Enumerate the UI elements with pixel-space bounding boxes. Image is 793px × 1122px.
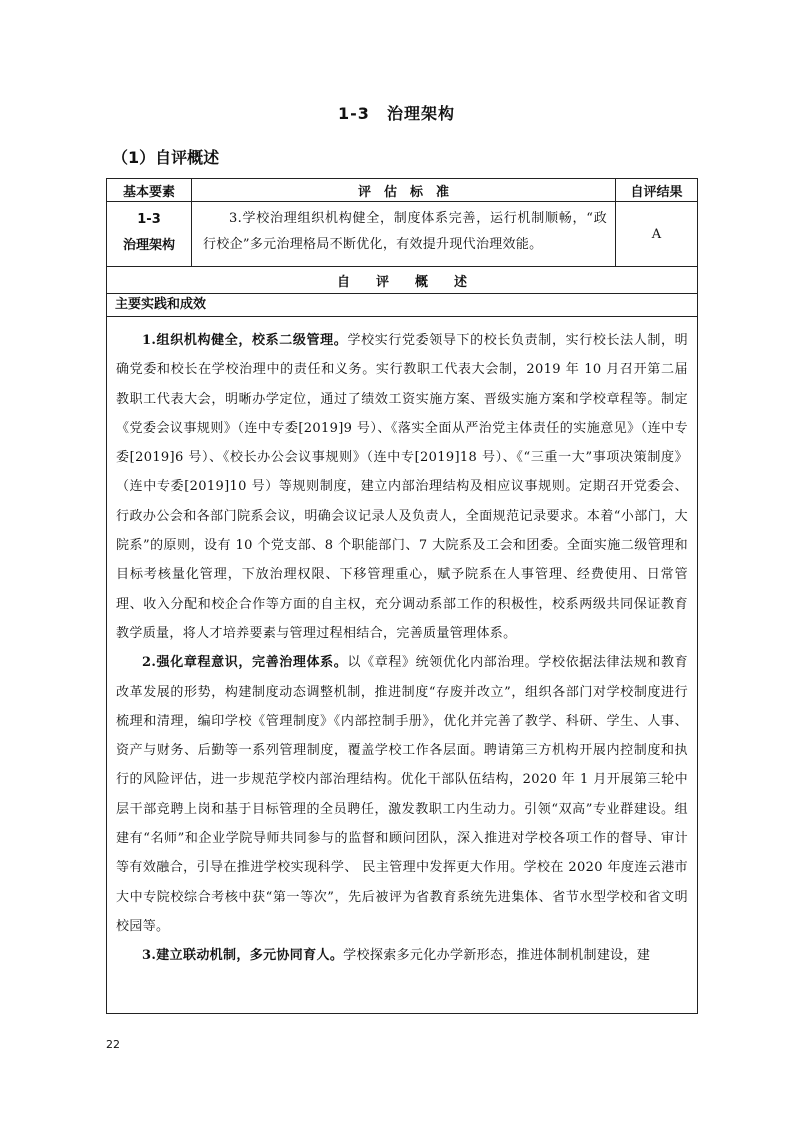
header-result: 自评结果 bbox=[630, 184, 683, 200]
section-heading: （1）自评概述 bbox=[112, 148, 220, 167]
paragraph-1 bbox=[116, 326, 688, 648]
element-cell bbox=[107, 203, 191, 265]
element-code: 1-3 bbox=[137, 212, 161, 227]
header-element: 基本要素 bbox=[122, 184, 175, 200]
paragraph-1-text: 学校实行党委领导下的校长负责制，实行校长法人制，明确党委和校长在学校治理中的责任和义务。实行教职工代表大会制，2019 年 10 月召开第二届教职工代表大会，明晰办学定位，通过了绩效工资实施方案、晋级实施方案和学校章程等。制定《党委会议事规则》（连中专委[2019]9 号）、《落实全面从严治党主体责任的实施意见》（连中专委[2019]6 号）、《校长办公会议事规则》（连中专[2019]18 号）、《“三重一大”事项决策制度》（连中专委[2019]10 号）等规则制度，建立内部治理结构及相应议事规则。定期召开党委会、行政办公会和各部门院系会议，明确会议记录人及负责人，全面规范记录要求。本着“小部门，大院系”的原则，设有 10 个党支部、8 个职能部门、7 大院系及工会和团委。全面实施二级管理和目标考核量化管理，下放治理权限、下移管理重心，赋予院系在人事管理、经费使用、日常管理、收入分配和校企合作等方面的自主权，充分调动系部工作的积极性，校系两级共同保证教育教学质量，将人才培养要素与管理过程相结合，完善质量管理体系。 bbox=[116, 333, 688, 641]
practice-heading: 主要实践和成效 bbox=[115, 297, 207, 312]
element-name: 治理架构 bbox=[122, 238, 175, 253]
paragraph-3 bbox=[116, 941, 688, 970]
header-standard: 评 估 标 准 bbox=[357, 184, 449, 200]
paragraph-3-lead: 3.建立联动机制，多元协同育人。 bbox=[142, 948, 344, 964]
practice-body bbox=[116, 326, 688, 971]
paragraph-2 bbox=[116, 648, 688, 941]
overview-title: 自 评 概 述 bbox=[336, 274, 467, 290]
paragraph-1-lead: 1.组织机构健全，校系二级管理。 bbox=[142, 333, 348, 348]
result-grade: A bbox=[651, 226, 662, 242]
standard-text: 3.学校治理组织机构健全，制度体系完善，运行机制顺畅，“政行校企”多元治理格局不断优化，有效提升现代治理效能。 bbox=[203, 211, 607, 252]
page-number: 22 bbox=[106, 1038, 120, 1051]
paragraph-2-text: 以《章程》统领优化内部治理。学校依据法律法规和教育改革发展的形势，构建制度动态调整机制，推进制度“存废并改立”，组织各部门对学校制度进行梳理和清理，编印学校《管理制度》《内部控制手册》，优化并完善了教学、科研、学生、人事、资产与财务、后勤等一系列管理制度，覆盖学校工作各层面。聘请第三方机构开展内控制度和执行的风险评估，进一步规范学校内部治理结构。优化干部队伍结构，2020 年 1 月开展第三轮中层干部竞聘上岗和基于目标管理的全员聘任，激发教职工内生动力。引领“双高”专业群建设。组建有“名师”和企业学院导师共同参与的监督和顾问团队，深入推进对学校各项工作的督导、审计等有效融合，引导在推进学校实现科学、 民主管理中发挥更大作用。学校在 2020 年度连云港市大中专院校综合考核中获“第一等次”，先后被评为省教育系统先进集体、省节水型学校和省文明校园等。 bbox=[116, 655, 688, 934]
evaluation-table bbox=[106, 178, 698, 1014]
paragraph-3-text: 学校探索多元化办学新形态，推进体制机制建设，建 bbox=[343, 948, 651, 964]
page-title: 1-3 治理架构 bbox=[338, 104, 455, 123]
paragraph-2-lead: 2.强化章程意识，完善治理体系。 bbox=[142, 655, 348, 671]
